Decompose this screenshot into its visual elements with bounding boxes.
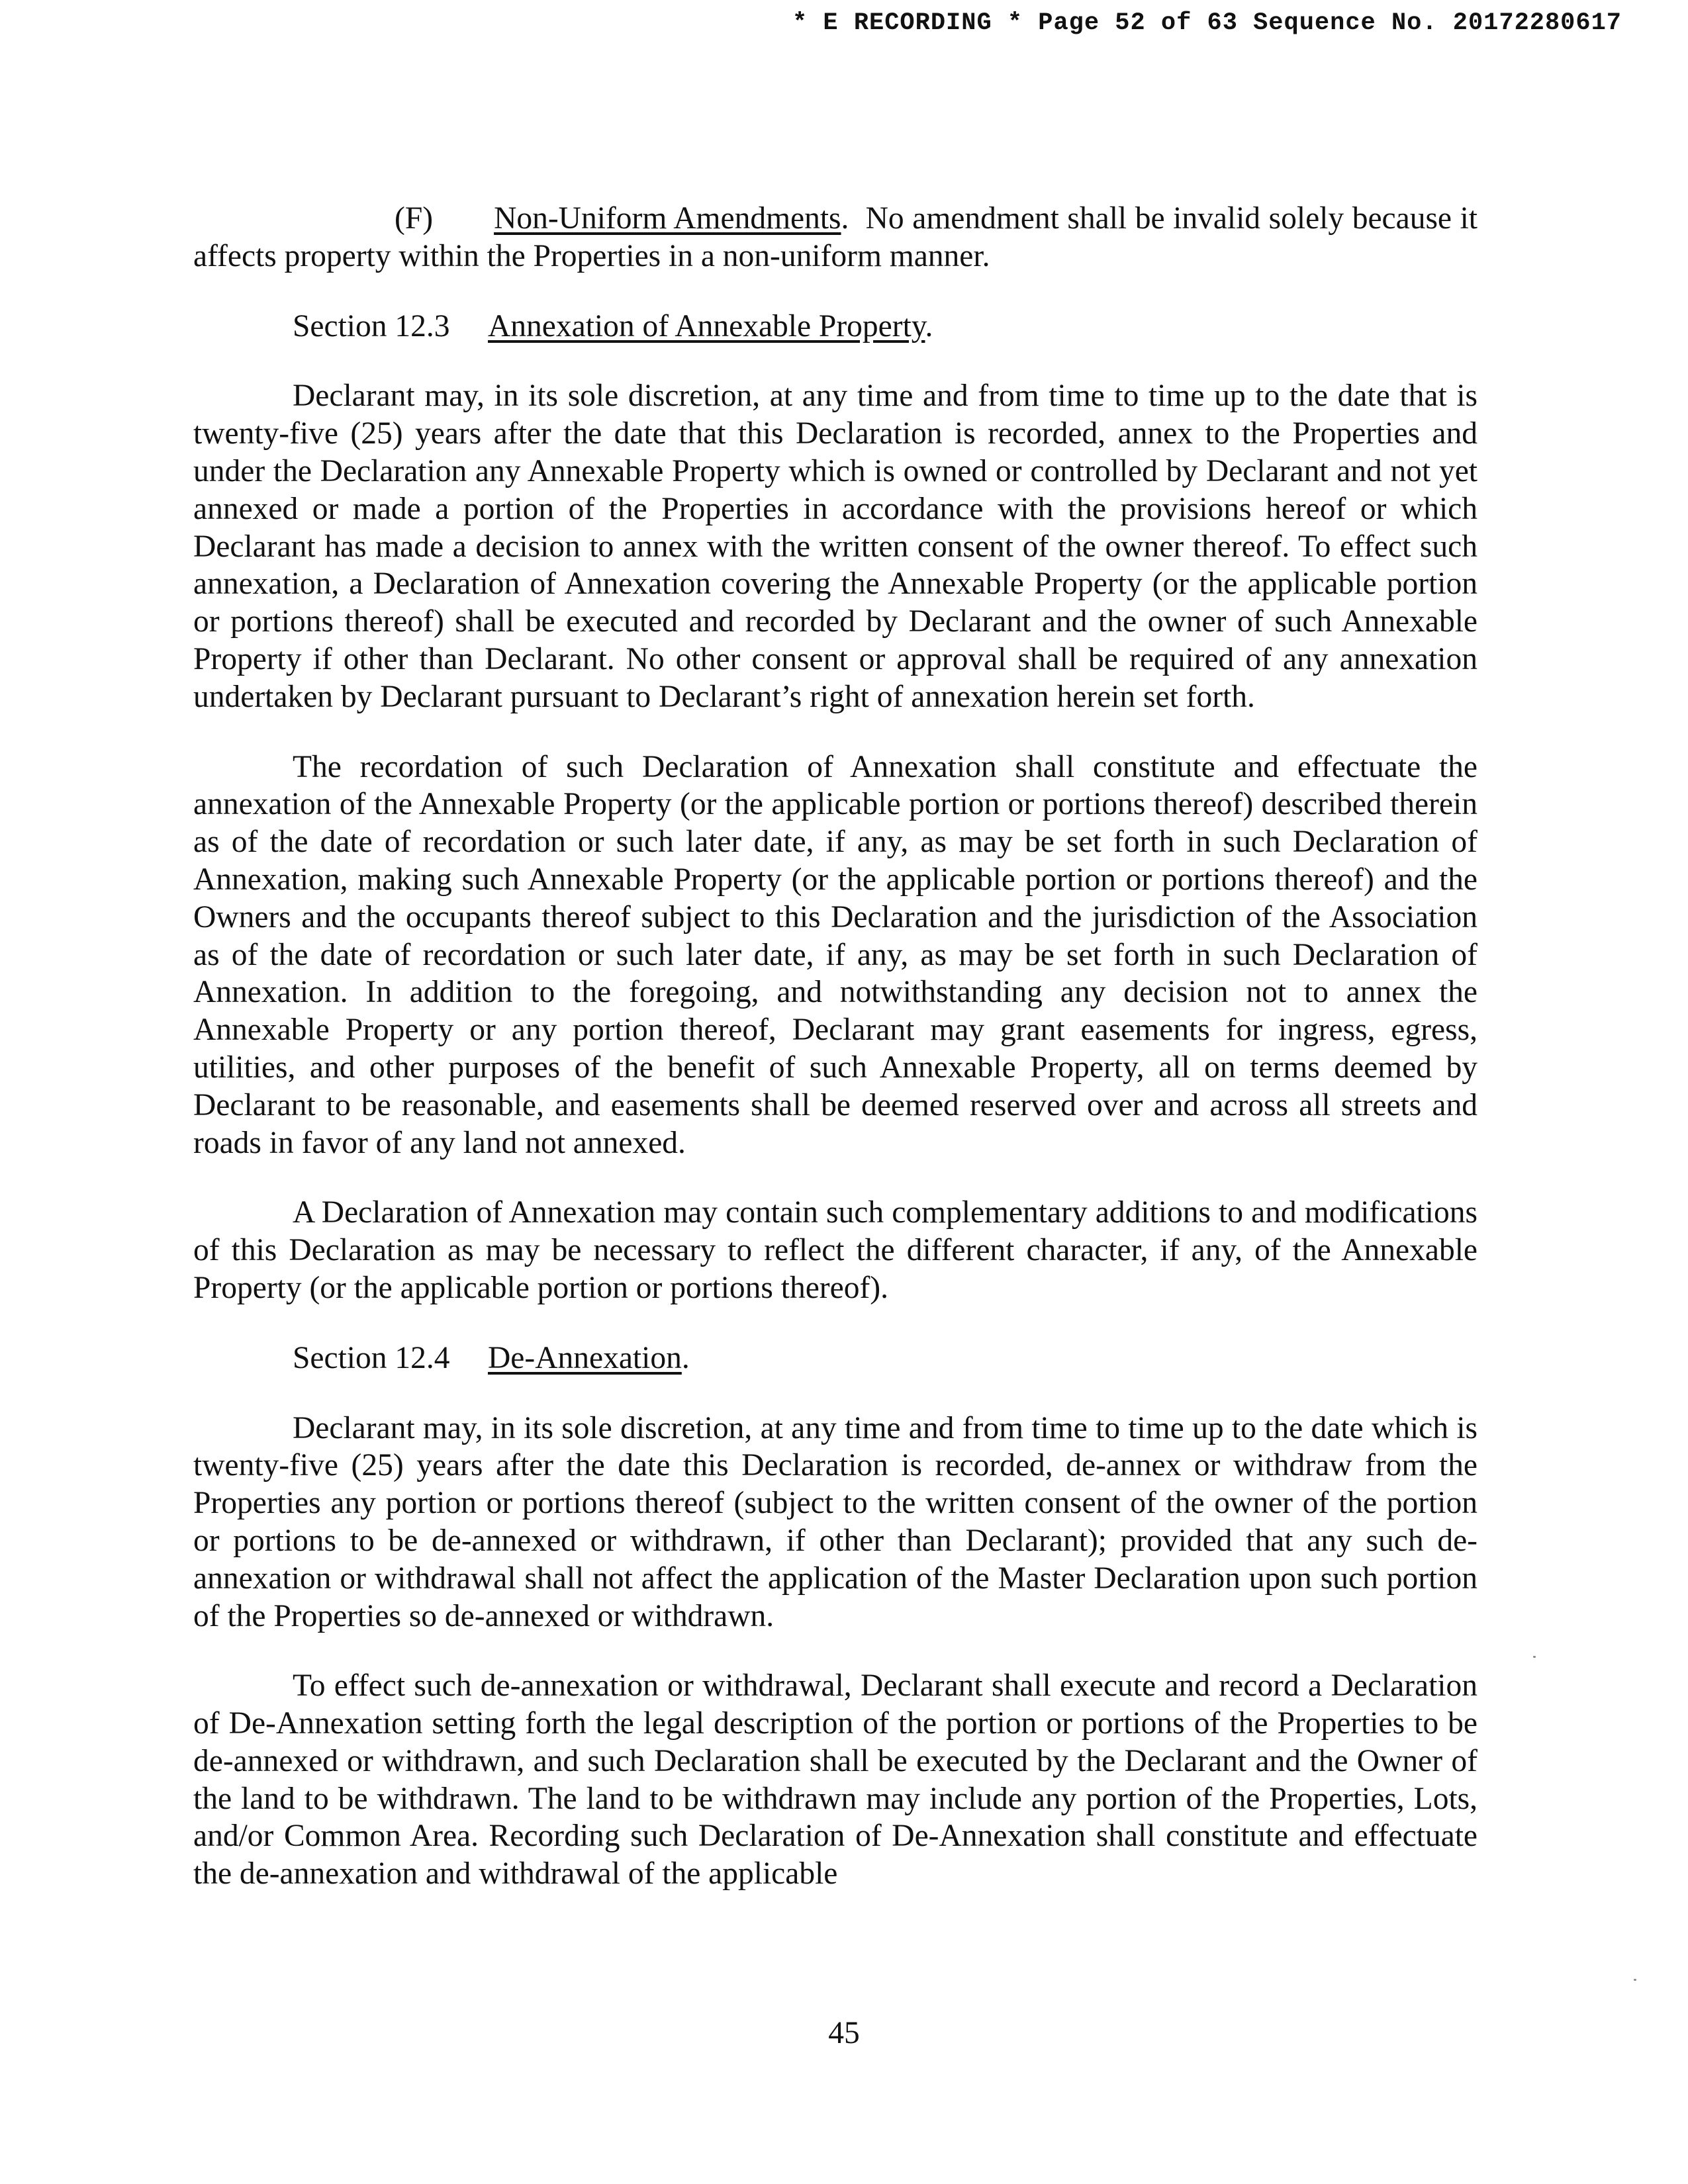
- section-12-3-heading: [193, 308, 1477, 345]
- scan-speck: [1533, 1656, 1536, 1658]
- section-12-3-title: Annexation of Annexable Property: [488, 308, 925, 343]
- paragraph-f-non-uniform-amendments: [193, 200, 1477, 275]
- document-body: [193, 200, 1477, 1925]
- page-number: 45: [828, 2016, 860, 2050]
- paragraph-f-title: Non-Uniform Amendments: [494, 201, 841, 236]
- section-12-4-title: De-Annexation: [488, 1340, 682, 1375]
- section-12-3-paragraph: The recordation of such Declaration of Annexation shall constitute and effectuate the annexation of the Annexable Property (or the applicable portion or portions thereof) described therein as of the date of recordation or such later date, if any, as may be set forth in such Declaration of Annexation, making such Annexable Property (or the applicable portion or portions thereof) and the Owners and the occupants thereof subject to this Declaration and the jurisdiction of the Association as of the date of recordation or such later date, if any, as may be set forth in such Declaration of Annexation. In addition to the foregoing, and notwithstanding any decision not to annex the Annexable Property or any portion thereof, Declarant may grant easements for ingress, egress, utilities, and other purposes of the benefit of such Annexable Property, all on terms deemed by Declarant to be reasonable, and easements shall be deemed reserved over and across all streets and roads in favor of any land not annexed.: [193, 749, 1477, 1160]
- section-12-4-number: Section 12.4: [293, 1340, 450, 1375]
- section-12-3-number: Section 12.3: [293, 308, 450, 343]
- section-12-3-paragraph: A Declaration of Annexation may contain such complementary additions to and modifications of this Declaration as may be necessary to reflect the different character, if any, of the Annexable Property (or the applicable portion or portions thereof).: [193, 1195, 1477, 1305]
- section-12-3-title-period: .: [925, 308, 933, 343]
- section-12-4-paragraph: Declarant may, in its sole discretion, at any time and from time to time up to the date which is twenty-five (25) years after the date this Declaration is recorded, de-annex or withdraw from the Properties any portion or portions thereof (subject to the written consent of the owner of the portion or portions to be de-annexed or withdrawn, if other than Declarant); provided that any such de-annexation or withdrawal shall not affect the application of the Master Declaration upon such portion of the Properties so de-annexed or withdrawn.: [193, 1410, 1477, 1633]
- paragraph-f-text: No amendment shall be invalid solely because it affects property within the Properties in a non-uniform manner.: [193, 201, 1477, 273]
- scan-speck: [1634, 1979, 1636, 1981]
- section-12-4-heading: [193, 1340, 1477, 1377]
- recording-header: * E RECORDING * Page 52 of 63 Sequence No. 20172280617: [792, 9, 1622, 37]
- paragraph-f-label: (F): [395, 201, 434, 236]
- section-12-4-paragraph: To effect such de-annexation or withdrawal, Declarant shall execute and record a Declaration of De-Annexation setting forth the legal description of the portion or portions of the Properties to be de-annexed or withdrawn, and such Declaration shall be executed by the Declarant and the Owner of the land to be withdrawn. The land to be withdrawn may include any portion of the Properties, Lots, and/or Common Area. Recording such Declaration of De-Annexation shall constitute and effectuate the de-annexation and withdrawal of the applicable: [193, 1668, 1477, 1891]
- section-12-4-title-period: .: [681, 1340, 690, 1375]
- section-12-3-paragraph: Declarant may, in its sole discretion, at any time and from time to time up to the date that is twenty-five (25) years after the date that this Declaration is recorded, annex to the Properties and under the Declaration any Annexable Property which is owned or controlled by Declarant and not yet annexed or made a portion of the Properties in accordance with the provisions hereof or which Declarant has made a decision to annex with the written consent of the owner thereof. To effect such annexation, a Declaration of Annexation covering the Annexable Property (or the applicable portion or portions thereof) shall be executed and recorded by Declarant and the owner of such Annexable Property if other than Declarant. No other consent or approval shall be required of any annexation undertaken by Declarant pursuant to Declarant’s right of annexation herein set forth.: [193, 379, 1477, 714]
- paragraph-f-title-period: .: [841, 201, 849, 236]
